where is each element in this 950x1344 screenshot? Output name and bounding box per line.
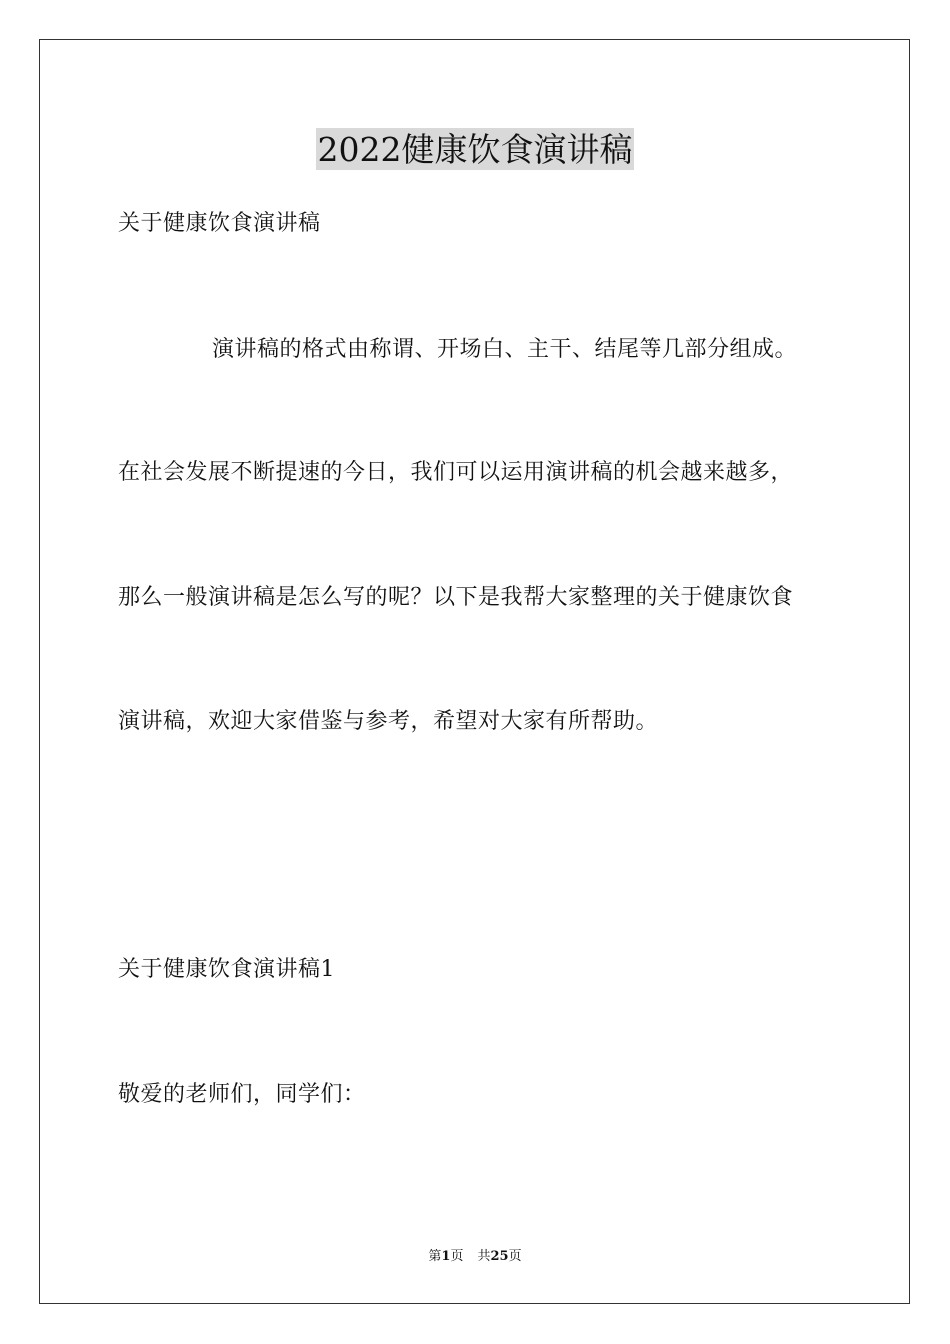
text-line-paragraph-3: 演讲稿，欢迎大家借鉴与参考，希望对大家有所帮助。 <box>118 709 659 734</box>
text-line-section-heading: 关于健康饮食演讲稿1 <box>118 957 335 982</box>
text-line-heading: 关于健康饮食演讲稿 <box>118 211 321 236</box>
footer-page-number: 1 <box>441 1249 451 1264</box>
text-line-paragraph-1: 在社会发展不断提速的今日，我们可以运用演讲稿的机会越来越多， <box>118 460 794 485</box>
text-line-paragraph-2: 那么一般演讲稿是怎么写的呢？以下是我帮大家整理的关于健康饮食 <box>118 585 794 610</box>
footer-page-prefix: 第 <box>428 1249 442 1264</box>
text-line-intro: 演讲稿的格式由称谓、开场白、主干、结尾等几部分组成。 <box>212 337 798 362</box>
text-line-salutation: 敬爱的老师们，同学们： <box>118 1082 366 1107</box>
footer-total-pages: 25 <box>490 1249 509 1264</box>
document-title: 2022健康饮食演讲稿 <box>317 130 633 169</box>
title-container <box>0 128 950 170</box>
footer-total-prefix: 共 <box>477 1249 491 1264</box>
footer-page-suffix: 页 <box>450 1249 464 1264</box>
page-footer <box>0 1248 950 1266</box>
footer-total-suffix: 页 <box>508 1249 522 1264</box>
